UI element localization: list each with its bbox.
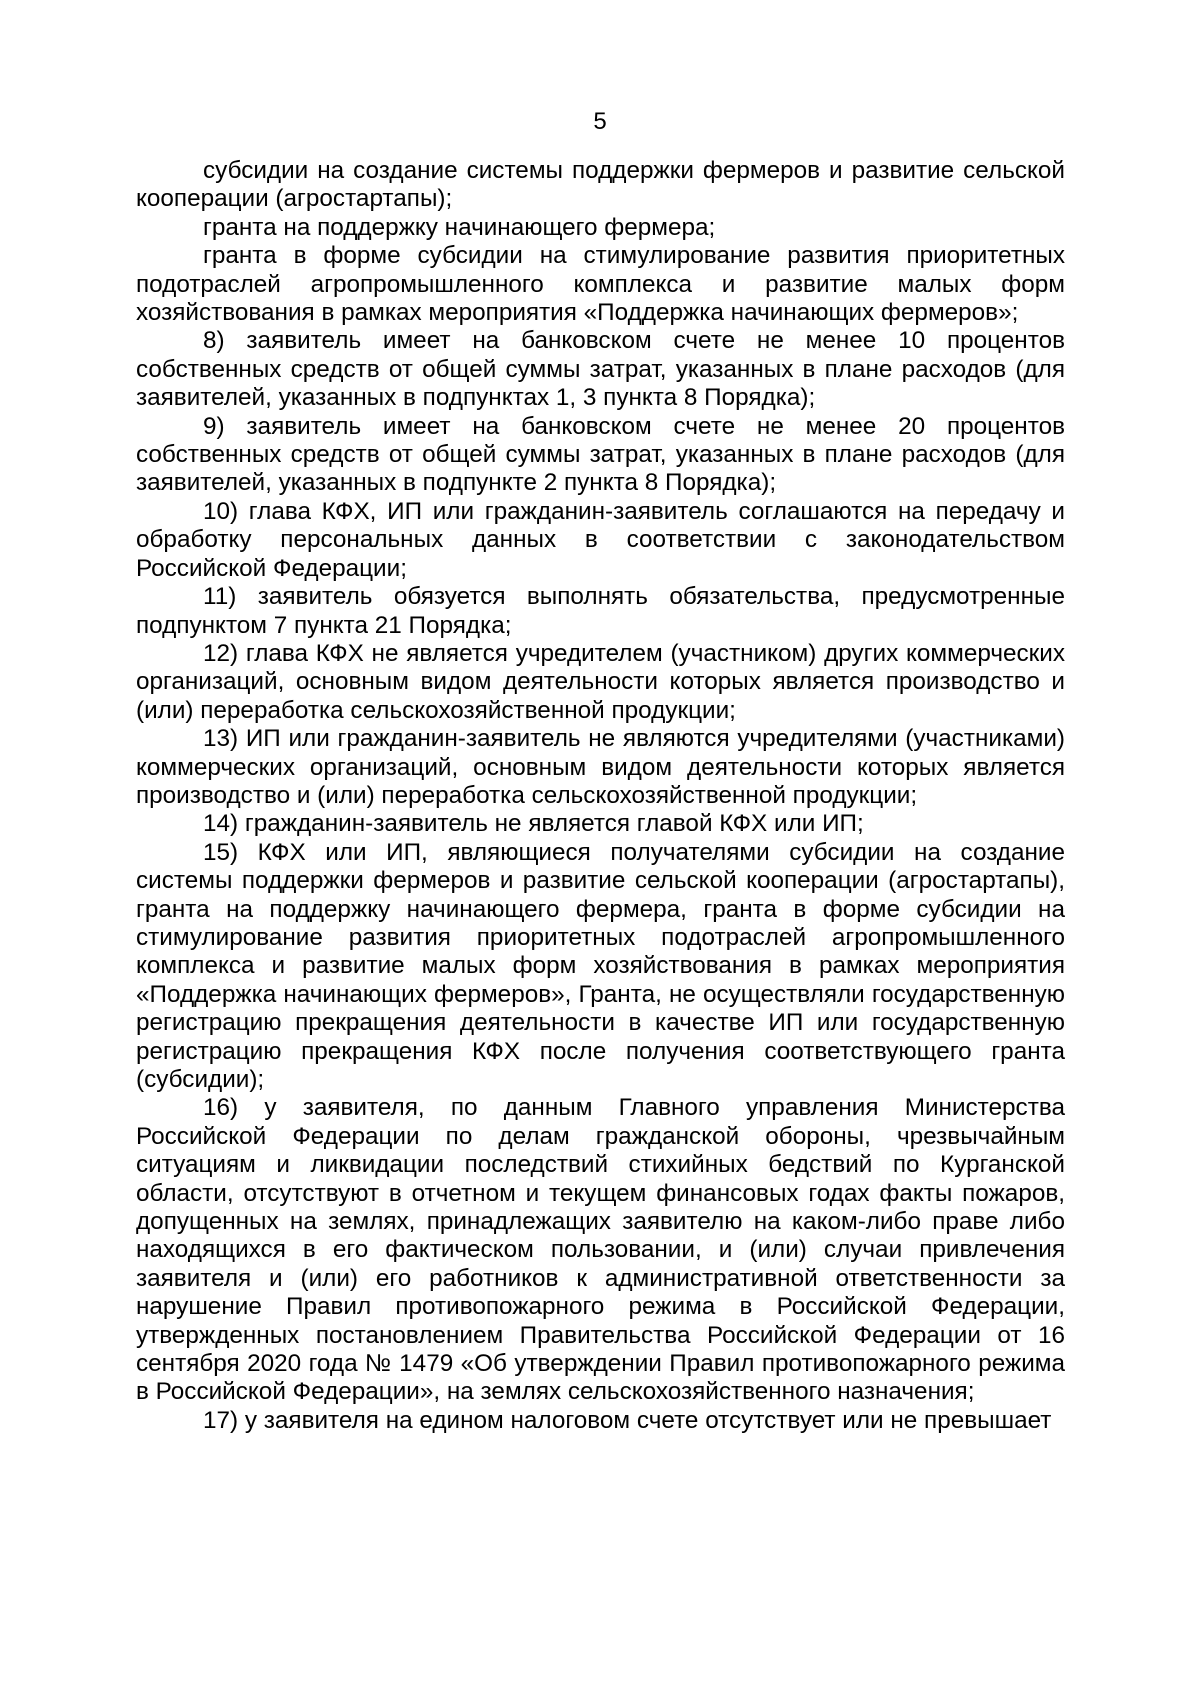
- paragraph-subsidy-agrostartup: субсидии на создание системы поддержки фермеров и развитие сельской кооперации (агростартапы);: [136, 157, 1065, 213]
- paragraph-item-16: 16) у заявителя, по данным Главного управления Министерства Российской Федерации по делам гражданской обороны, чрезвычайным ситуациям и ликвидации последствий стихийных бедствий по Курганской области, отсутствуют в отчетном и текущем финансовых годах факты пожаров, допущенных на землях, принадлежащих заявителю на каком-либо праве либо находящихся в его фактическом пользовании, и (или) случаи привлечения заявителя и (или) его работников к административной ответственности за нарушение Правил противопожарного режима в Российской Федерации, утвержденных постановлением Правительства Российской Федерации от 16 сентября 2020 года № 1479 «Об утверждении Правил противопожарного режима в Российской Федерации», на землях сельскохозяйственного назначения;: [136, 1094, 1065, 1406]
- paragraph-item-12: 12) глава КФХ не является учредителем (участником) других коммерческих организаций, основным видом деятельности которых является производство и (или) переработка сельскохозяйственной продукции;: [136, 639, 1065, 724]
- document-body: [136, 157, 1065, 1435]
- paragraph-item-14: 14) гражданин-заявитель не является главой КФХ или ИП;: [203, 810, 864, 838]
- page-number: 5: [593, 108, 607, 135]
- paragraph-item-9: 9) заявитель имеет на банковском счете не менее 20 процентов собственных средств от общей суммы затрат, указанных в плане расходов (для заявителей, указанных в подпункте 2 пункта 8 Порядка);: [136, 412, 1065, 497]
- paragraph-item-8: 8) заявитель имеет на банковском счете не менее 10 процентов собственных средств от общей суммы затрат, указанных в плане расходов (для заявителей, указанных в подпунктах 1, 3 пункта 8 Порядка);: [136, 327, 1065, 412]
- paragraph-grant-beginning-farmer: гранта на поддержку начинающего фермера;: [203, 213, 716, 241]
- paragraph-item-13: 13) ИП или гражданин-заявитель не являются учредителями (участниками) коммерческих организаций, основным видом деятельности которых является производство и (или) переработка сельскохозяйственной продукции;: [136, 725, 1065, 809]
- paragraph-item-10: 10) глава КФХ, ИП или гражданин-заявитель соглашаются на передачу и обработку персональных данных в соответствии с законодательством Российской Федерации;: [136, 497, 1065, 582]
- paragraph-grant-priority-subsectors: гранта в форме субсидии на стимулирование развития приоритетных подотраслей агропромышленного комплекса и развитие малых форм хозяйствования в рамках мероприятия «Поддержка начинающих фермеров»;: [136, 242, 1065, 327]
- paragraph-item-17: 17) у заявителя на едином налоговом счете отсутствует или не превышает: [203, 1406, 1052, 1434]
- paragraph-item-15: 15) КФХ или ИП, являющиеся получателями субсидии на создание системы поддержки фермеров и развитие сельской кооперации (агростартапы), гранта на поддержку начинающего фермера, гранта в форме субсидии на стимулирование развития приоритетных подотраслей агропромышленного комплекса и развитие малых форм хозяйствования в рамках мероприятия «Поддержка начинающих фермеров», Гранта, не осуществляли государственную регистрацию прекращения деятельности в качестве ИП или государственную регистрацию прекращения КФХ после получения соответствующего гранта (субсидии);: [136, 838, 1065, 1093]
- paragraph-item-11: 11) заявитель обязуется выполнять обязательства, предусмотренные подпунктом 7 пункта 21 Порядка;: [136, 583, 1065, 639]
